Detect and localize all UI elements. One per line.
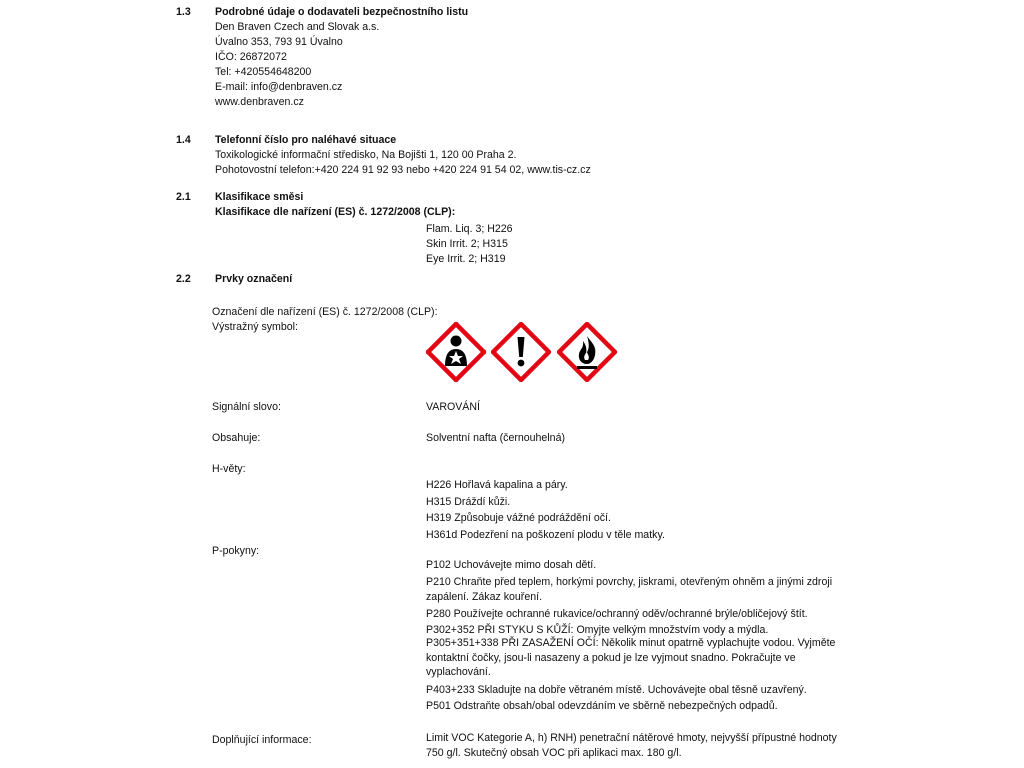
section-number-2-2: 2.2	[176, 273, 191, 285]
contains-value: Solventní nafta (černouhelná)	[426, 432, 565, 444]
symbol-label: Výstražný symbol:	[212, 321, 298, 333]
p-statement-line: vyplachování.	[426, 666, 491, 678]
additional-info-line: Limit VOC Kategorie A, h) RNH) penetrační nátěrové hmoty, nejvyšší přípustné hodnoty	[426, 732, 837, 744]
p-statement	[426, 699, 778, 714]
classification-item: Flam. Liq. 3; H226	[426, 223, 513, 235]
p-statement-line: P302+352 PŘI STYKU S KŮŽÍ: Omyjte velkým množstvím vody a mýdla.	[426, 624, 769, 636]
classification-item: Skin Irrit. 2; H315	[426, 238, 508, 250]
additional-info-line: 750 g/l. Skutečný obsah VOC při aplikaci max. 180 g/l.	[426, 746, 682, 759]
h-statements-list	[426, 477, 665, 543]
p-statement-line: P210 Chraňte před teplem, horkými povrchy, jiskrami, otevřeným ohněm a jinými zdroji	[426, 576, 833, 588]
supplier-details	[215, 20, 379, 110]
p-statements-label: P-pokyny:	[212, 545, 260, 557]
h-statement: H226 Hořlavá kapalina a páry.	[426, 479, 568, 491]
section-number-1-4: 1.4	[176, 134, 191, 146]
classification-list	[426, 222, 513, 267]
section-number-2-1: 2.1	[176, 191, 191, 203]
h-statements-label: H-věty:	[212, 463, 246, 475]
h-statement: H361d Podezření na poškození plodu v těle matky.	[426, 528, 665, 541]
p-statement-line: kontaktní čočky, jsou-li nasazeny a pokud je lze vyjmout snadno. Pokračujte ve	[426, 651, 796, 664]
contains-label: Obsahuje:	[212, 432, 261, 444]
classification-regulation: Klasifikace dle nařízení (ES) č. 1272/2008 (CLP):	[215, 206, 456, 218]
health-hazard-icon	[426, 322, 486, 382]
h-statement: H319 Způsobuje vážné podráždění očí.	[426, 512, 611, 525]
section-title-classification: Klasifikace směsi	[215, 191, 304, 203]
emergency-details	[215, 148, 591, 178]
emergency-phone: Pohotovostní telefon:+420 224 91 92 93 nebo +420 224 91 54 02, www.tis-cz.cz	[215, 164, 591, 176]
signal-word-value: VAROVÁNÍ	[426, 401, 480, 413]
p-statement-line: P102 Uchovávejte mimo dosah dětí.	[426, 559, 597, 571]
supplier-company: Den Braven Czech and Slovak a.s.	[215, 21, 380, 33]
p-statement	[426, 683, 807, 698]
emergency-center: Toxikologické informační středisko, Na Bojišti 1, 120 00 Praha 2.	[215, 149, 517, 161]
classification-item: Eye Irrit. 2; H319	[426, 253, 506, 265]
additional-info-value	[426, 731, 837, 760]
supplier-ico: IČO: 26872072	[215, 51, 287, 63]
exclamation-icon	[491, 322, 551, 382]
labeling-regulation: Označení dle nařízení (ES) č. 1272/2008 (CLP):	[212, 306, 438, 318]
section-title-emergency: Telefonní číslo pro naléhavé situace	[215, 134, 397, 146]
supplier-address: Úvalno 353, 793 91 Úvalno	[215, 36, 343, 48]
p-statement-line: P305+351+338 PŘI ZASAŽENÍ OČÍ: Několik minut opatrně vyplachujte vodou. Vyjměte	[426, 637, 836, 649]
additional-info-label: Doplňující informace:	[212, 734, 312, 746]
p-statement-line: zapálení. Zákaz kouření.	[426, 590, 543, 603]
p-statement	[426, 558, 596, 573]
signal-word-label: Signální slovo:	[212, 401, 281, 413]
section-number-1-3: 1.3	[176, 6, 191, 18]
p-statement	[426, 575, 832, 604]
h-statement: H315 Dráždí kůži.	[426, 495, 511, 508]
supplier-website: www.denbraven.cz	[215, 96, 304, 108]
supplier-phone: Tel: +420554648200	[215, 66, 312, 78]
flame-icon	[557, 322, 617, 382]
p-statement-line: P280 Používejte ochranné rukavice/ochranný oděv/ochranné brýle/obličejový štít.	[426, 608, 808, 620]
p-statement-line: P403+233 Skladujte na dobře větraném místě. Uchovávejte obal těsně uzavřený.	[426, 684, 807, 696]
p-statement	[426, 607, 808, 622]
supplier-email: E-mail: info@denbraven.cz	[215, 81, 343, 93]
p-statement-line: P501 Odstraňte obsah/obal odevzdáním ve sběrně nebezpečných odpadů.	[426, 700, 778, 712]
section-title-supplier: Podrobné údaje o dodavateli bezpečnostního listu	[215, 6, 469, 18]
p-statement	[426, 636, 835, 680]
section-title-label-elements: Prvky označení	[215, 273, 293, 285]
